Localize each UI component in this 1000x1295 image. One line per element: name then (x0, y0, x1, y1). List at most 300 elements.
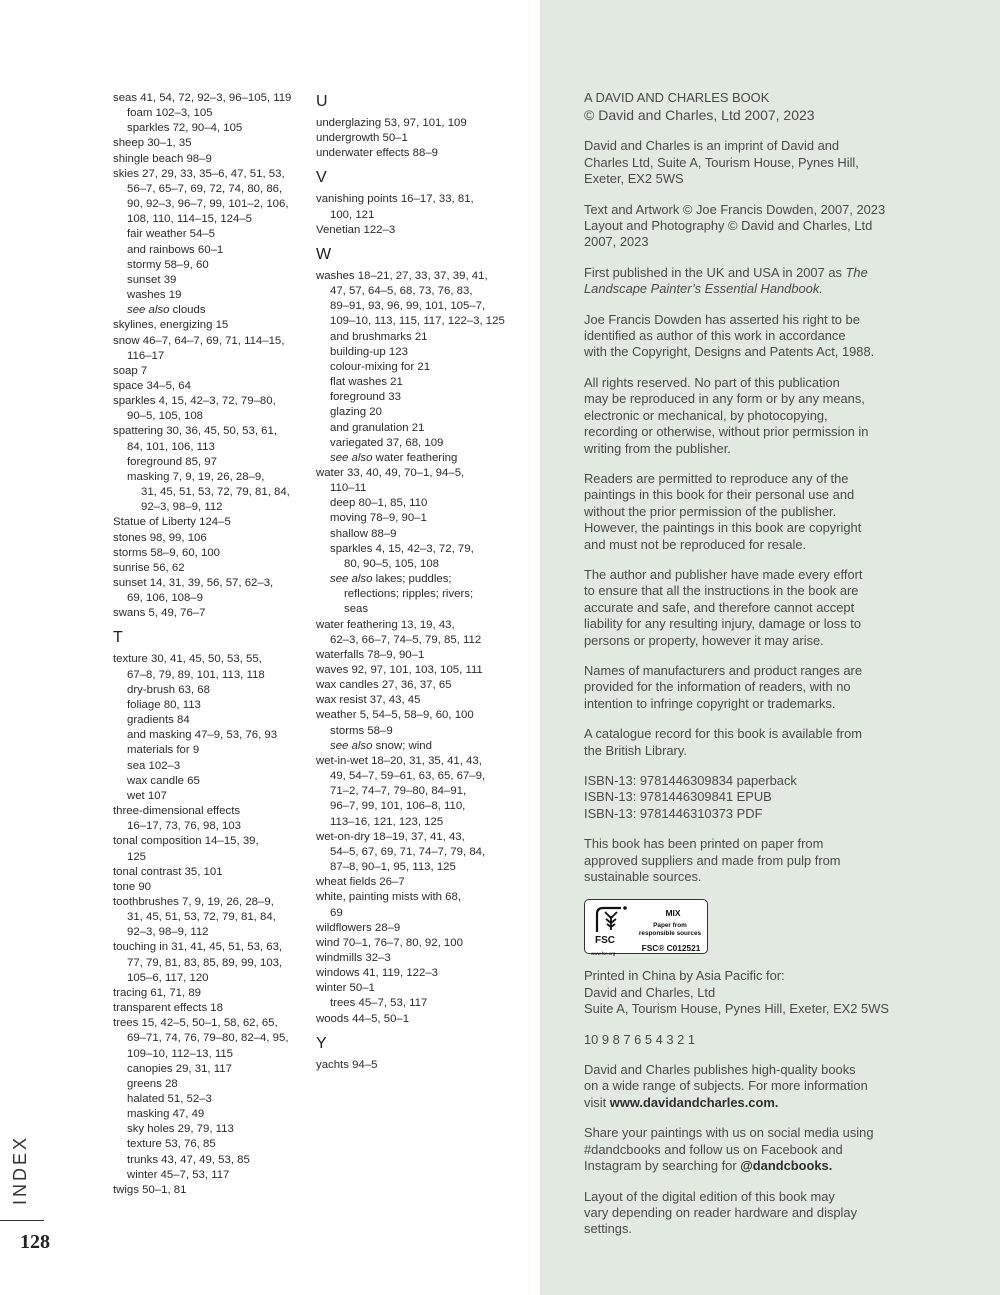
index-entry-text: 109–10, 112–13, 115 (127, 1047, 233, 1060)
isbn-line: ISBN-13: 9781446309841 EPUB (584, 789, 772, 805)
index-subentry (316, 784, 516, 799)
index-subentry (316, 996, 516, 1011)
index-entry (113, 152, 308, 167)
index-subentry (113, 925, 308, 940)
see-also-label: see also (330, 739, 373, 752)
first-published-paragraph (584, 265, 914, 298)
text-line: liability for any resulting injury, damage or loss to (584, 616, 862, 632)
fsc-logo (584, 899, 708, 957)
index-entry (113, 652, 308, 667)
index-subentry (113, 455, 308, 470)
index-entry-text: storms 58–9 (330, 724, 393, 737)
index-entry-text: sheep 30–1, 35 (113, 137, 192, 150)
index-subentry (113, 440, 308, 455)
index-entry-text: 92–3, 98–9, 112 (127, 926, 209, 939)
index-subentry (113, 121, 308, 136)
index-subentry (113, 668, 308, 683)
index-entry-text: building-up 123 (330, 345, 408, 358)
index-subentry (316, 481, 516, 496)
index-entry (113, 364, 308, 379)
index-entry-text: 90–5, 105, 108 (127, 410, 204, 423)
index-entry (316, 830, 516, 845)
index-entry-text: wind 70–1, 76–7, 80, 92, 100 (316, 936, 463, 949)
index-entry-text: sparkles 4, 15, 42–3, 72, 79, (330, 542, 474, 555)
text-line: Layout of the digital edition of this book may (584, 1188, 835, 1204)
index-entry-text: 109–10, 113, 115, 117, 122–3, 125 (330, 315, 505, 328)
liability-paragraph (584, 567, 914, 649)
print-run (584, 1032, 914, 1048)
index-entry (113, 515, 308, 530)
index-subentry (316, 815, 516, 830)
text-line: David and Charles, Ltd (584, 984, 716, 1000)
text-line: without the prior permission of the publisher. (584, 503, 837, 519)
index-entry (316, 951, 516, 966)
index-entry (113, 606, 308, 621)
index-entry-text: 89–91, 93, 96, 99, 101, 105–7, (330, 300, 486, 313)
text-line: Layout and Photography © David and Charles, Ltd (584, 218, 873, 234)
index-entry-text: tone 90 (113, 880, 152, 893)
index-subentry (113, 1122, 308, 1137)
index-subentry (316, 557, 516, 572)
index-entry-text: texture 30, 41, 45, 50, 53, 55, (113, 653, 262, 666)
text-line: Share your paintings with us on social media using (584, 1125, 874, 1141)
index-entry-text: underwater effects 88–9 (316, 147, 439, 160)
text-line: on a wide range of subjects. For more information (584, 1078, 868, 1094)
text-line: intention to infringe copyright or trademarks. (584, 695, 836, 711)
index-entry-text: sunset 39 (127, 273, 177, 286)
index-column-1 (113, 91, 308, 1198)
index-entry-text: 16–17, 73, 76, 98, 103 (127, 820, 242, 833)
index-subentry (113, 774, 308, 789)
index-entry-text: shallow 88–9 (330, 527, 397, 540)
index-column-2 (316, 92, 516, 1073)
index-entry-text: colour-mixing for 21 (330, 360, 431, 373)
index-subentry (316, 390, 516, 405)
index-entry (316, 678, 516, 693)
publishes-paragraph (584, 1062, 914, 1111)
index-entry-text: tonal composition 14–15, 39, (113, 835, 259, 848)
catalogue-paragraph (584, 726, 914, 759)
index-entry-text: washes 18–21, 27, 33, 37, 39, 41, (316, 269, 488, 282)
text-line: and must not be reproduced for resale. (584, 536, 807, 552)
index-entry-text: white, painting mists with 68, (316, 891, 461, 904)
share-paragraph (584, 1125, 914, 1174)
index-entry (113, 318, 308, 333)
index-subentry (316, 860, 516, 875)
index-entry-text: wildflowers 28–9 (316, 921, 401, 934)
index-entry-text: dry-brush 63, 68 (127, 683, 210, 696)
index-entry-text: 31, 45, 51, 53, 72, 79, 81, 84, (141, 486, 290, 499)
index-subentry (316, 769, 516, 784)
index-entry-text: 110–11 (330, 482, 367, 495)
index-entry (113, 865, 308, 880)
text-line: the British Library. (584, 742, 687, 758)
index-entry-text: fair weather 54–5 (127, 228, 216, 241)
index-subentry (316, 314, 516, 329)
index-entry (113, 1001, 308, 1016)
index-entry-text: trees 15, 42–5, 50–1, 58, 62, 65, (113, 1017, 278, 1030)
index-entry-text: wax resist 37, 43, 45 (316, 694, 421, 707)
text-line: accurate and safe, and therefore cannot accept (584, 599, 855, 615)
index-subentry (316, 345, 516, 360)
rights-paragraph (584, 202, 914, 251)
index-entry-text: seas 41, 54, 72, 92–3, 96–105, 119 (113, 92, 292, 104)
index-entry-text: and granulation 21 (330, 421, 425, 434)
index-entry-text: 108, 110, 114–15, 124–5 (127, 213, 252, 226)
index-entry-text: flat washes 21 (330, 376, 403, 389)
index-subentry (113, 591, 308, 606)
text-line: persons or property, however it may arise. (584, 632, 824, 648)
print-run-numbers: 10 9 8 7 6 5 4 3 2 1 (584, 1031, 696, 1047)
index-entry-text: 116–17 (127, 349, 165, 362)
text-line: vary depending on reader hardware and display (584, 1204, 858, 1220)
index-entry-text: wax candles 27, 36, 37, 65 (316, 679, 452, 692)
index-entry-text: yachts 94–5 (316, 1058, 378, 1071)
text-line: to ensure that all the instructions in the book are (584, 583, 859, 599)
index-entry-text: 100, 121 (330, 208, 375, 221)
text-line: with the Copyright, Designs and Patents Act, 1988. (584, 344, 875, 360)
index-entry (113, 334, 308, 349)
index-entry (113, 1016, 308, 1031)
index-entry-text: transparent effects 18 (113, 1002, 223, 1015)
fsc-label: FSC (595, 935, 615, 947)
index-subentry (113, 1031, 308, 1046)
fsc-code: FSC® C012521 (641, 943, 701, 954)
index-entry-text: waterfalls 78–9, 90–1 (316, 648, 425, 661)
index-entry-text: 67–8, 79, 89, 101, 113, 118 (127, 668, 265, 681)
index-subentry (316, 299, 516, 314)
index-entry-text: shingle beach 98–9 (113, 152, 212, 165)
index-entry-text: glazing 20 (330, 406, 382, 419)
section-label: INDEX (10, 1134, 30, 1205)
text-line: Instagram by searching for (584, 1158, 741, 1174)
text-line: All rights reserved. No part of this publication (584, 374, 840, 390)
index-entry (316, 754, 516, 769)
index-subentry (113, 1092, 308, 1107)
text-line: may be reproduced in any form or by any means, (584, 391, 865, 407)
index-entry (113, 91, 308, 106)
text-line: Exeter, EX2 5WS (584, 171, 684, 187)
index-subentry (316, 572, 516, 587)
index-entry-text: trees 45–7, 53, 117 (330, 997, 428, 1010)
layout-paragraph (584, 1189, 914, 1238)
page-number: 128 (20, 1231, 50, 1253)
index-entry-text: three-dimensional effects (113, 805, 241, 818)
index-entry (316, 708, 516, 723)
text-line: approved suppliers and made from pulp from (584, 852, 841, 868)
index-entry-text: wet-on-dry 18–19, 37, 41, 43, (316, 830, 465, 843)
index-subentry (316, 587, 516, 602)
index-letter-heading: U (316, 93, 328, 110)
index-subentry (113, 258, 308, 273)
index-entry-text: 105–6, 117, 120 (127, 971, 209, 984)
index-subentry (113, 1168, 308, 1183)
index-entry-text: spattering 30, 36, 45, 50, 53, 61, (113, 425, 278, 438)
book-title-block (584, 90, 914, 124)
index-entry-text: halated 51, 52–3 (127, 1093, 212, 1105)
index-entry (113, 804, 308, 819)
index-subentry (316, 542, 516, 557)
original-title: Landscape Painter’s Essential Handbook. (584, 281, 823, 297)
index-entry-text: Venetian 122–3 (316, 223, 396, 236)
index-subentry (113, 349, 308, 364)
text-line: However, the paintings in this book are copyright (584, 520, 862, 536)
text-line: Printed in China by Asia Pacific for: (584, 968, 785, 984)
fsc-sub-line: Paper from (653, 922, 687, 930)
index-entry (316, 618, 516, 633)
original-title: The (845, 264, 868, 280)
see-also-label: see also (127, 304, 170, 317)
index-entry-text: wax candle 65 (127, 774, 200, 787)
index-subentry (316, 421, 516, 436)
text-line: Joe Francis Dowden has asserted his right to be (584, 311, 860, 327)
index-subentry (113, 789, 308, 804)
index-subentry (316, 845, 516, 860)
index-subentry (113, 485, 308, 500)
index-entry-text: greens 28 (127, 1077, 178, 1090)
index-subentry (113, 197, 308, 212)
text-line: sustainable sources. (584, 869, 702, 885)
index-entry-text: 87–8, 90–1, 95, 113, 125 (330, 861, 456, 874)
text-line: A catalogue record for this book is available from (584, 726, 863, 742)
author-rights-paragraph (584, 312, 914, 361)
index-entry (316, 966, 516, 981)
index-entry-text: 84, 101, 106, 113 (127, 440, 215, 453)
index-subentry (113, 683, 308, 698)
index-subentry (316, 451, 516, 466)
index-subentry (113, 500, 308, 515)
index-subentry (113, 1062, 308, 1077)
index-subentry (316, 724, 516, 739)
readers-paragraph (584, 471, 914, 553)
index-entry (113, 895, 308, 910)
text-line: provided for the information of readers, with no (584, 679, 851, 695)
index-entry-text: swans 5, 49, 76–7 (113, 607, 206, 620)
index-entry (113, 394, 308, 409)
index-subentry (113, 819, 308, 834)
index-entry-text: woods 44–5, 50–1 (316, 1012, 410, 1025)
index-entry (113, 561, 308, 576)
text-line: Readers are permitted to reproduce any of the (584, 470, 849, 486)
index-entry (316, 116, 516, 131)
index-entry-text: toothbrushes 7, 9, 19, 26, 28–9, (113, 895, 274, 908)
index-entry (113, 986, 308, 1001)
index-entry-text: 96–7, 99, 101, 106–8, 110, (330, 800, 466, 813)
index-entry (316, 981, 516, 996)
index-entry-text: lakes; puddles; (375, 573, 452, 586)
index-entry-text: winter 50–1 (316, 982, 375, 995)
index-entry (113, 424, 308, 439)
index-entry-text: vanishing points 16–17, 33, 81, (316, 193, 474, 206)
printed-paragraph (584, 968, 914, 1017)
index-entry-text: foreground 33 (330, 391, 401, 404)
see-also-label: see also (330, 573, 373, 586)
index-entry (316, 146, 516, 161)
text-line: recording or otherwise, without prior permission in (584, 424, 869, 440)
index-entry-text: twigs 50–1, 81 (113, 1183, 187, 1196)
index-entry-text: tonal contrast 35, 101 (113, 865, 223, 878)
text-line: David and Charles publishes high-quality books (584, 1062, 856, 1078)
index-entry-text: 31, 45, 51, 53, 72, 79, 81, 84, (127, 911, 276, 924)
index-subentry (113, 409, 308, 424)
index-entry (113, 167, 308, 182)
index-subentry (113, 1107, 308, 1122)
index-entry-text: waves 92, 97, 101, 103, 105, 111 (316, 664, 483, 676)
index-subentry (316, 511, 516, 526)
index-entry (316, 1058, 516, 1073)
index-entry-text: variegated 37, 68, 109 (330, 436, 444, 449)
index-entry (113, 379, 308, 394)
index-entry-text: trunks 43, 47, 49, 53, 85 (127, 1153, 250, 1166)
isbn-line: ISBN-13: 9781446310373 PDF (584, 805, 763, 821)
index-entry-text: snow; wind (375, 739, 432, 752)
index-entry-text: skylines, energizing 15 (113, 319, 229, 332)
index-subentry (113, 971, 308, 986)
index-entry-text: skies 27, 29, 33, 35–6, 47, 51, 53, (113, 167, 285, 180)
index-entry-text: water 33, 40, 49, 70–1, 94–5, (316, 466, 465, 479)
index-entry-text: and masking 47–9, 53, 76, 93 (127, 729, 278, 742)
index-entry-text: space 34–5, 64 (113, 379, 191, 392)
index-entry-text: 62–3, 66–7, 74–5, 79, 85, 112 (330, 633, 482, 646)
index-entry-text: and brushmarks 21 (330, 330, 428, 343)
index-subentry (113, 227, 308, 242)
index-entry-text: wet 107 (127, 789, 167, 802)
index-entry (113, 880, 308, 895)
index-entry-text: wet-in-wet 18–20, 31, 35, 41, 43, (316, 754, 482, 767)
social-handle[interactable]: @dandcbooks. (740, 1158, 833, 1174)
index-entry (113, 531, 308, 546)
index-entry-text: foam 102–3, 105 (127, 107, 213, 120)
text-line: identified as author of this work in accordance (584, 328, 846, 344)
index-subentry (113, 1153, 308, 1168)
index-entry-text: windows 41, 119, 122–3 (316, 967, 439, 980)
text-line: visit (584, 1094, 610, 1110)
index-entry-text: deep 80–1, 85, 110 (330, 497, 428, 510)
index-entry-text: winter 45–7, 53, 117 (127, 1168, 230, 1181)
index-subentry (113, 1077, 308, 1092)
index-subentry (113, 956, 308, 971)
index-letter-heading: Y (316, 1034, 327, 1052)
index-letter-heading: W (316, 245, 332, 263)
index-subentry (113, 212, 308, 227)
index-entry-text: weather 5, 54–5, 58–9, 60, 100 (316, 709, 474, 722)
index-subentry (113, 743, 308, 758)
index-entry-text: sparkles 4, 15, 42–3, 72, 79–80, (113, 395, 276, 408)
text-line: First published in the UK and USA in 2007 as (584, 264, 846, 280)
index-entry (316, 936, 516, 951)
copyright-line: © David and Charles, Ltd 2007, 2023 (584, 107, 815, 124)
index-subentry (316, 284, 516, 299)
index-subentry (316, 799, 516, 814)
index-entry (316, 269, 516, 284)
index-entry (316, 131, 516, 146)
index-subentry (316, 602, 516, 617)
index-entry-text: 77, 79, 81, 83, 85, 89, 99, 103, (127, 956, 283, 969)
index-entry-text: clouds (172, 304, 206, 317)
index-entry-text: texture 53, 76, 85 (127, 1138, 216, 1151)
text-line: David and Charles is an imprint of David and (584, 138, 840, 154)
index-entry-text: gradients 84 (127, 714, 190, 727)
manufacturers-paragraph (584, 663, 914, 712)
index-subentry (113, 273, 308, 288)
index-subentry (113, 728, 308, 743)
index-entry-text: storms 58–9, 60, 100 (113, 546, 221, 559)
text-line: writing from the publisher. (584, 440, 731, 456)
index-subentry (316, 330, 516, 345)
index-subentry (113, 470, 308, 485)
index-entry (113, 136, 308, 151)
index-entry-text: masking 7, 9, 19, 26, 28–9, (127, 470, 265, 483)
fsc-tree-icon (591, 904, 631, 936)
index-subentry (316, 906, 516, 921)
index-entry-text: wheat fields 26–7 (316, 876, 405, 889)
index-subentry (316, 405, 516, 420)
index-entry-text: washes 19 (127, 289, 182, 302)
fsc-sub-line: responsible sources (638, 929, 702, 937)
index-letter-heading: T (113, 629, 123, 647)
index-subentry (113, 182, 308, 197)
index-entry-text: 69 (330, 906, 343, 919)
index-entry-text: 54–5, 67, 69, 71, 74–7, 79, 84, (330, 845, 486, 858)
text-line: #dandcbooks and follow us on Facebook and (584, 1141, 843, 1157)
imprint-paragraph (584, 138, 914, 187)
index-subentry (113, 1047, 308, 1062)
index-subentry (113, 759, 308, 774)
index-entry (316, 875, 516, 890)
text-line: settings. (584, 1221, 633, 1237)
text-line: 2007, 2023 (584, 234, 649, 250)
index-entry-text: windmills 32–3 (316, 951, 391, 964)
index-entry (316, 890, 516, 905)
index-entry-text: water feathering 13, 19, 43, (316, 618, 455, 631)
text-line: The author and publisher have made every effort (584, 566, 863, 582)
index-entry-text: 69, 106, 108–9 (127, 592, 204, 605)
index-entry-text: underglazing 53, 97, 101, 109 (316, 117, 467, 129)
index-entry (113, 576, 308, 591)
index-subentry (113, 910, 308, 925)
index-entry-text: foliage 80, 113 (127, 698, 201, 711)
index-entry-text: and rainbows 60–1 (127, 243, 224, 256)
index-entry-text: materials for 9 (127, 744, 200, 757)
index-entry (316, 192, 516, 207)
index-entry (316, 648, 516, 663)
index-entry-text: sky holes 29, 79, 113 (127, 1123, 234, 1136)
index-subentry (113, 303, 308, 318)
index-subentry (113, 106, 308, 121)
index-subentry (113, 288, 308, 303)
index-entry-text: 47, 57, 64–5, 68, 73, 76, 83, (330, 285, 473, 298)
index-subentry (316, 375, 516, 390)
index-entry-text: stones 98, 99, 106 (113, 531, 207, 544)
index-entry-text: masking 47, 49 (127, 1108, 205, 1121)
index-entry (316, 1012, 516, 1027)
text-line: Names of manufacturers and product ranges are (584, 662, 863, 678)
text-line: Charles Ltd, Suite A, Tourism House, Pynes Hill, (584, 154, 859, 170)
index-entry-text: 80, 90–5, 105, 108 (344, 557, 440, 570)
index-entry (316, 663, 516, 678)
index-entry-text: seas (344, 603, 369, 616)
index-entry-text: 56–7, 65–7, 69, 72, 74, 80, 86, (127, 182, 283, 195)
website-link[interactable]: www.davidandcharles.com. (609, 1094, 779, 1110)
text-line: paintings in this book for their personal use and (584, 487, 855, 503)
index-entry (316, 223, 516, 238)
see-also-label: see also (330, 451, 373, 464)
index-entry-text: soap 7 (113, 364, 148, 377)
index-subentry (316, 633, 516, 648)
index-subentry (113, 243, 308, 258)
book-line: A DAVID AND CHARLES BOOK (584, 90, 770, 105)
index-subentry (113, 1137, 308, 1152)
